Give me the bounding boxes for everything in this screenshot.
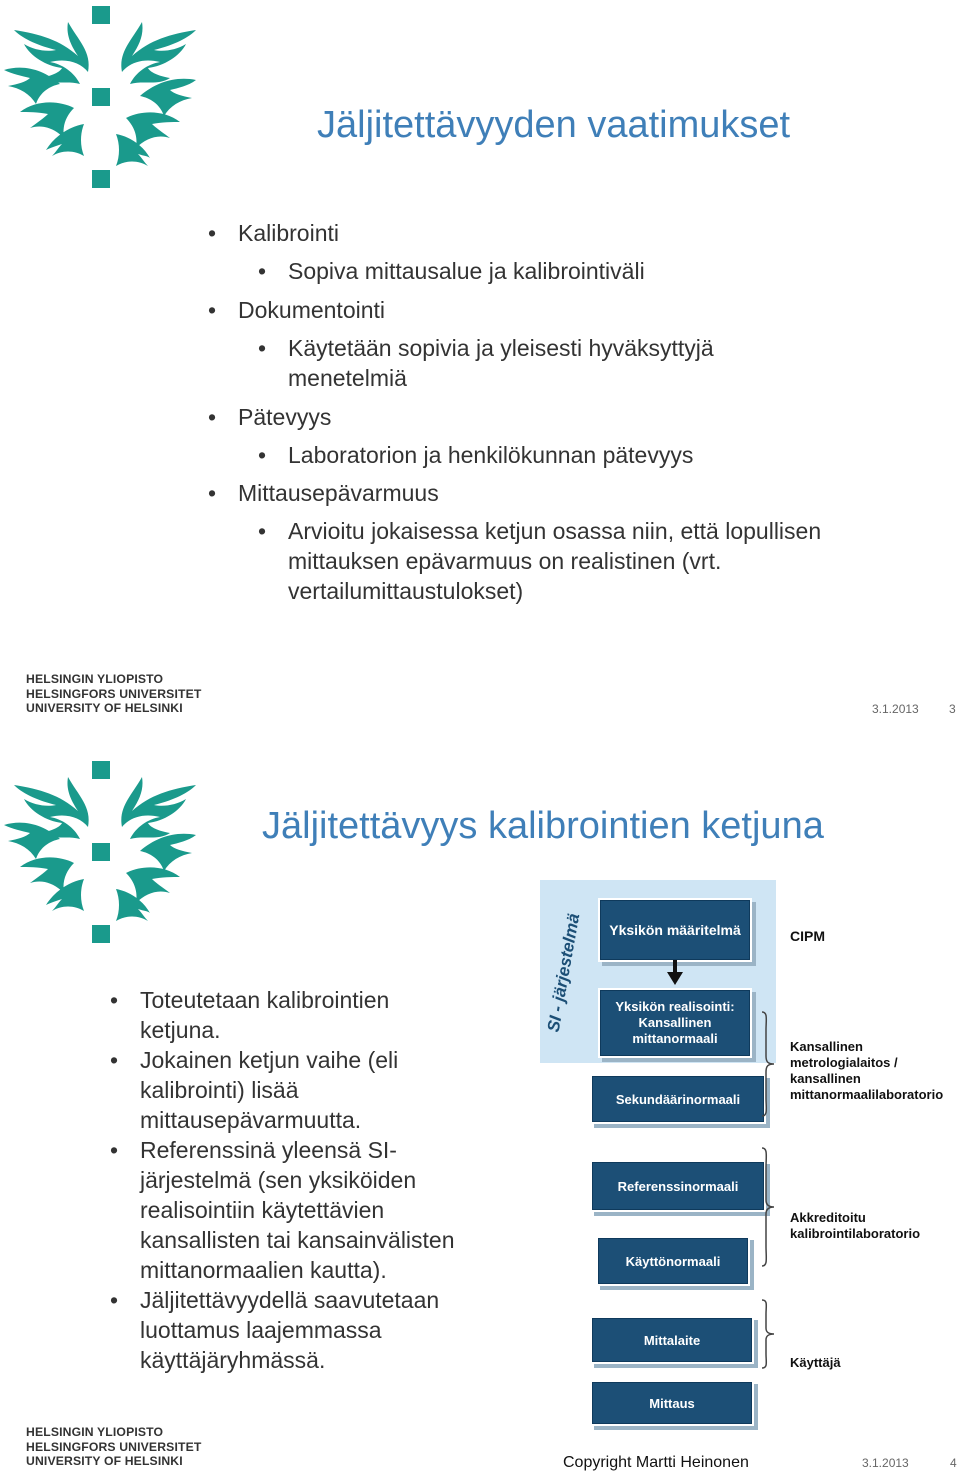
university-name-sv: HELSINGFORS UNIVERSITET [26,1439,202,1454]
box-referenssinormaali: Referenssinormaali [590,1160,766,1212]
brace-icon [760,1146,776,1268]
university-name-en: UNIVERSITY OF HELSINKI [26,1454,183,1468]
subbullet-mittausalue: • Sopiva mittausalue ja kalibrointiväli [288,256,645,286]
university-name-fi: HELSINGIN YLIOPISTO [26,1425,164,1439]
bullet-list [140,985,500,1375]
copyright-text: Copyright Martti Heinonen [563,1454,749,1471]
brace-icon [760,1298,776,1370]
slide-date: 3.1.2013 [872,702,919,716]
bullet-dokumentointi: • Dokumentointi [238,295,385,325]
brace-icon [760,1010,776,1118]
university-flame-logo [0,755,200,955]
box-kayttonormaali: Käyttönormaali [596,1236,750,1286]
label-kayttaja: Käyttäjä [790,1355,841,1370]
university-name-sv: HELSINGFORS UNIVERSITET [26,686,202,701]
bullet-kalibrointi: • Kalibrointi [238,218,339,248]
slide-title: Jäljitettävyys kalibrointien ketjuna [262,805,824,847]
box-mittaus: Mittaus [590,1380,754,1426]
university-name-fi: HELSINGIN YLIOPISTO [26,672,164,686]
slide-title: Jäljitettävyyden vaatimukset [317,104,791,146]
label-cipm: CIPM [790,928,825,944]
slide-number: 3 [949,702,956,716]
box-mittalaite: Mittalaite [590,1316,754,1364]
bullet-patevyys: • Pätevyys [238,402,331,432]
bullet-mittausepavarmuus: • Mittausepävarmuus [238,478,439,508]
bullet-jaljitettavyydella: • Jäljitettävyydellä saavutetaan luottamus laajemmassa käyttäjäryhmässä. [140,1285,480,1375]
university-name-en: UNIVERSITY OF HELSINKI [26,701,183,715]
box-sekundaarinormaali: Sekundäärinormaali [590,1074,766,1124]
box-yksikon-realisointi: Yksikön realisointi: Kansallinen mittanormaali [598,988,752,1058]
university-flame-logo [0,0,200,200]
down-arrow-icon [665,960,685,986]
traceability-diagram [538,880,958,1432]
university-wordmark [26,672,201,716]
subbullet-arvioitu: • Arvioitu jokaisessa ketjun osassa niin, että lopullisen mittauksen epävarmuus on realistinen (vrt. vertailumittaustulokset) [288,516,908,606]
bullet-referenssina: • Referenssinä yleensä SI-järjestelmä (sen yksiköiden realisointiin käytettävien kansallisten tai kansainvälisten mittanormaalien kautta). [140,1135,490,1285]
bullet-ketjuna: • Toteutetaan kalibrointien ketjuna. [140,985,440,1045]
label-akkreditoitu: Akkreditoitu kalibrointilaboratorio [790,1210,921,1241]
bullet-jokainen: • Jokainen ketjun vaihe (eli kalibrointi) lisää mittausepävarmuutta. [140,1045,440,1135]
subbullet-menetelmat: • Käytetään sopivia ja yleisesti hyväksyttyjä menetelmiä [288,333,808,393]
university-wordmark [26,1425,201,1469]
slide-4 [0,737,960,1474]
label-kansallinen: Kansallinen metrologialaitos / kansallinen mittanormaalilaboratorio [790,1039,944,1102]
si-system-label: SI - järjestelmä [543,912,584,1034]
slide-date: 3.1.2013 [862,1456,909,1470]
subbullet-laboratorio: • Laboratorion ja henkilökunnan pätevyys [288,440,693,470]
box-yksikon-maaritelma: Yksikön määritelmä [598,898,752,962]
slide-number: 4 [950,1456,957,1470]
